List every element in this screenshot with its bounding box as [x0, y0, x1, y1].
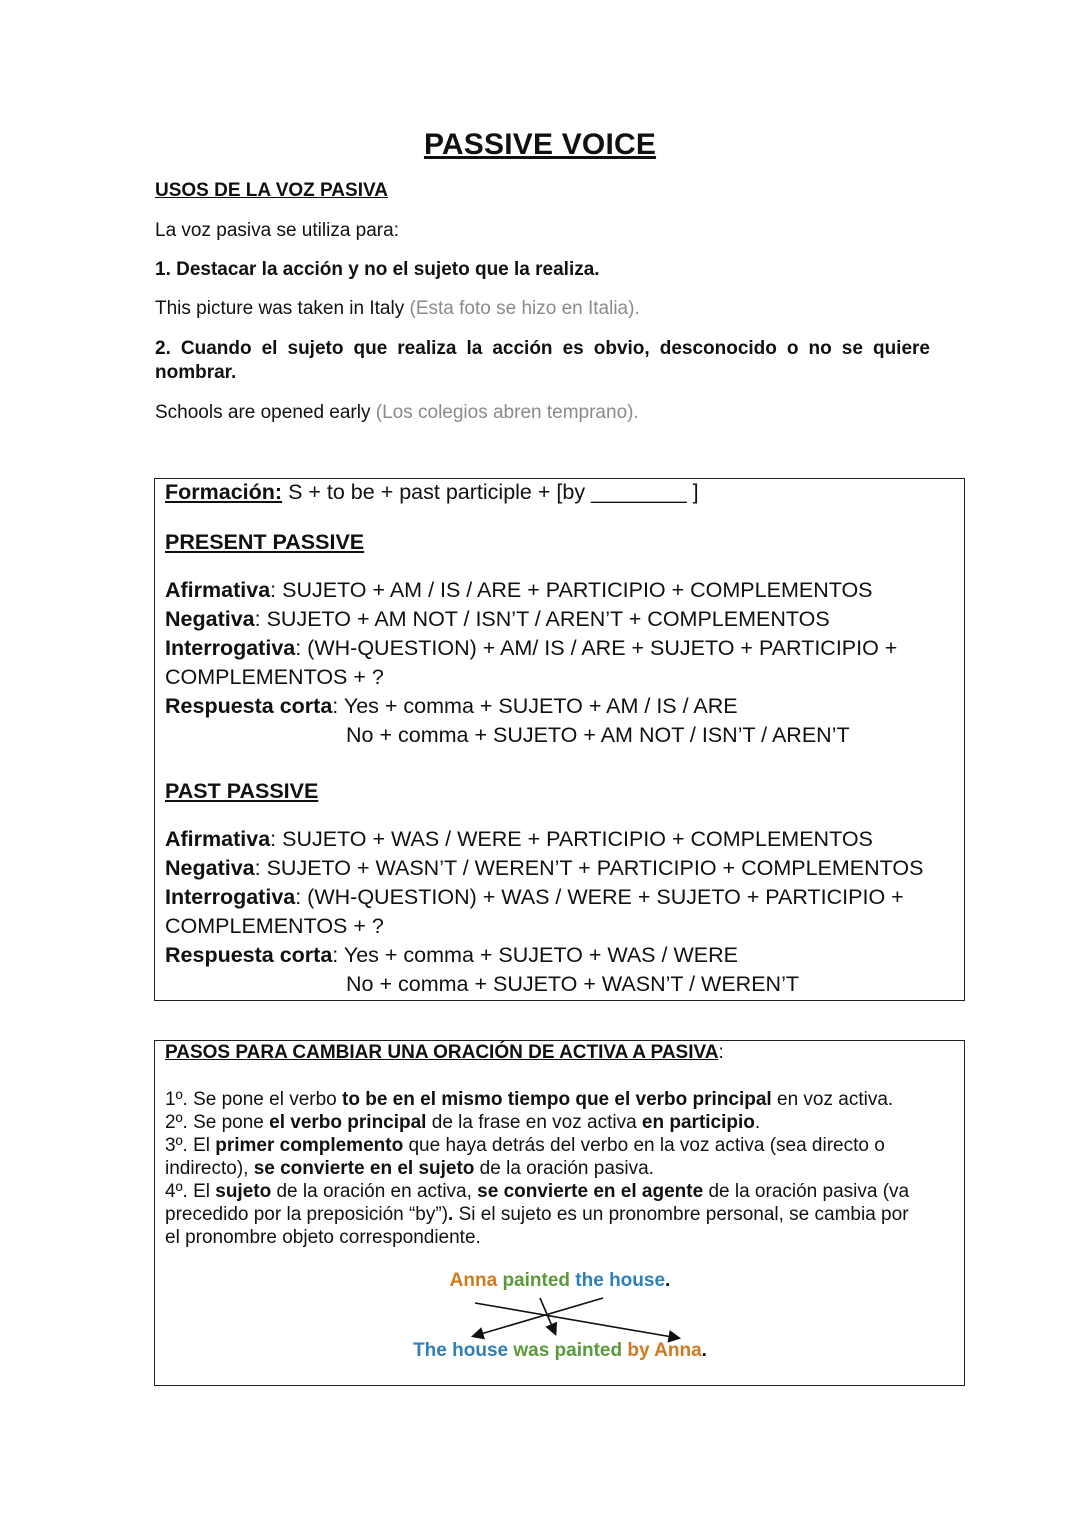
example-1-translation: (Esta foto se hizo en Italia).: [409, 298, 640, 319]
past-respuesta-corta: Respuesta corta: Yes + comma + SUJETO + WAS / WERE: [165, 943, 738, 967]
usos-example-1: [155, 298, 640, 320]
present-interrogativa: Interrogativa: (WH-QUESTION) + AM/ IS / ARE + SUJETO + PARTICIPIO +: [165, 636, 898, 660]
example-2-text: Schools are opened early: [155, 402, 371, 423]
example-active-sentence: Anna painted the house.: [449, 1270, 671, 1291]
active-object: the house: [575, 1270, 666, 1291]
active-subject: Anna: [449, 1270, 498, 1291]
past-respuesta-no: No + comma + SUJETO + WASN’T / WEREN’T: [346, 972, 799, 996]
steps-heading-line: [165, 1042, 724, 1064]
usos-point-1: 1. Destacar la acción y no el sujeto que la realiza.: [155, 259, 600, 280]
usos-intro: La voz pasiva se utiliza para:: [155, 220, 399, 241]
past-passive-heading: PAST PASSIVE: [165, 779, 319, 803]
present-negativa: Negativa: SUJETO + AM NOT / ISN’T / AREN’T + COMPLEMENTOS: [165, 607, 830, 631]
present-respuesta-corta: Respuesta corta: Yes + comma + SUJETO + AM / IS / ARE: [165, 694, 738, 718]
example-2-translation: (Los colegios abren temprano).: [375, 402, 639, 423]
step-3: 3º. El primer complemento que haya detrás del verbo en la voz activa (sea directo o: [165, 1135, 885, 1156]
past-negativa: Negativa: SUJETO + WASN’T / WEREN’T + PARTICIPIO + COMPLEMENTOS: [165, 856, 924, 880]
formation-formula: S + to be + past participle + [by ________ ]: [288, 480, 699, 504]
example-1-text: This picture was taken in Italy: [155, 298, 405, 319]
past-interrogativa-cont: COMPLEMENTOS + ?: [165, 914, 384, 938]
usos-example-2: [155, 402, 639, 424]
present-afirmativa: Afirmativa: SUJETO + AM / IS / ARE + PARTICIPIO + COMPLEMENTOS: [165, 578, 873, 602]
step-2: 2º. Se pone el verbo principal de la frase en voz activa en participio.: [165, 1112, 761, 1133]
arrow-object-to-subject: [474, 1298, 603, 1336]
step-4: 4º. El sujeto de la oración en activa, se convierte en el agente de la oración pasiva (va: [165, 1181, 910, 1202]
present-passive-heading: PRESENT PASSIVE: [165, 530, 365, 554]
present-interrogativa-cont: COMPLEMENTOS + ?: [165, 665, 384, 689]
step-1: 1º. Se pone el verbo to be en el mismo tiempo que el verbo principal en voz activa.: [165, 1089, 894, 1110]
steps-heading-colon: :: [718, 1042, 724, 1063]
step-3-cont: indirecto), se convierte en el sujeto de la oración pasiva.: [165, 1158, 654, 1179]
step-4-cont-2: el pronombre objeto correspondiente.: [165, 1227, 481, 1248]
past-afirmativa: Afirmativa: SUJETO + WAS / WERE + PARTICIPIO + COMPLEMENTOS: [165, 827, 873, 851]
passive-agent: Anna: [654, 1340, 702, 1361]
arrow-subject-to-agent: [475, 1303, 678, 1338]
passive-verb: was painted: [513, 1340, 623, 1361]
usos-heading: USOS DE LA VOZ PASIVA: [155, 180, 388, 201]
steps-heading: PASOS PARA CAMBIAR UNA ORACIÓN DE ACTIVA A PASIVA: [165, 1042, 719, 1063]
active-verb: painted: [502, 1270, 571, 1291]
usos-point-2: 2. Cuando el sujeto que realiza la acción es obvio, desconocido o no se quiere nombrar.: [155, 338, 930, 383]
formation-label: Formación:: [165, 480, 283, 504]
past-passive-rules: [165, 825, 923, 999]
page-title: PASSIVE VOICE: [423, 128, 657, 161]
past-interrogativa: Interrogativa: (WH-QUESTION) + WAS / WERE + SUJETO + PARTICIPIO +: [165, 885, 904, 909]
step-4-cont: precedido por la preposición “by”). Si el sujeto es un pronombre personal, se cambia por: [165, 1204, 909, 1225]
transformation-arrows: [460, 1293, 700, 1343]
present-respuesta-no: No + comma + SUJETO + AM NOT / ISN’T / AREN’T: [346, 723, 850, 747]
example-passive-sentence: The house was painted by Anna.: [413, 1340, 707, 1361]
passive-subject: The house: [413, 1340, 509, 1361]
steps-list: [165, 1088, 955, 1249]
formation-line: [165, 478, 699, 507]
present-passive-rules: [165, 576, 897, 750]
passive-by: by: [627, 1340, 650, 1361]
